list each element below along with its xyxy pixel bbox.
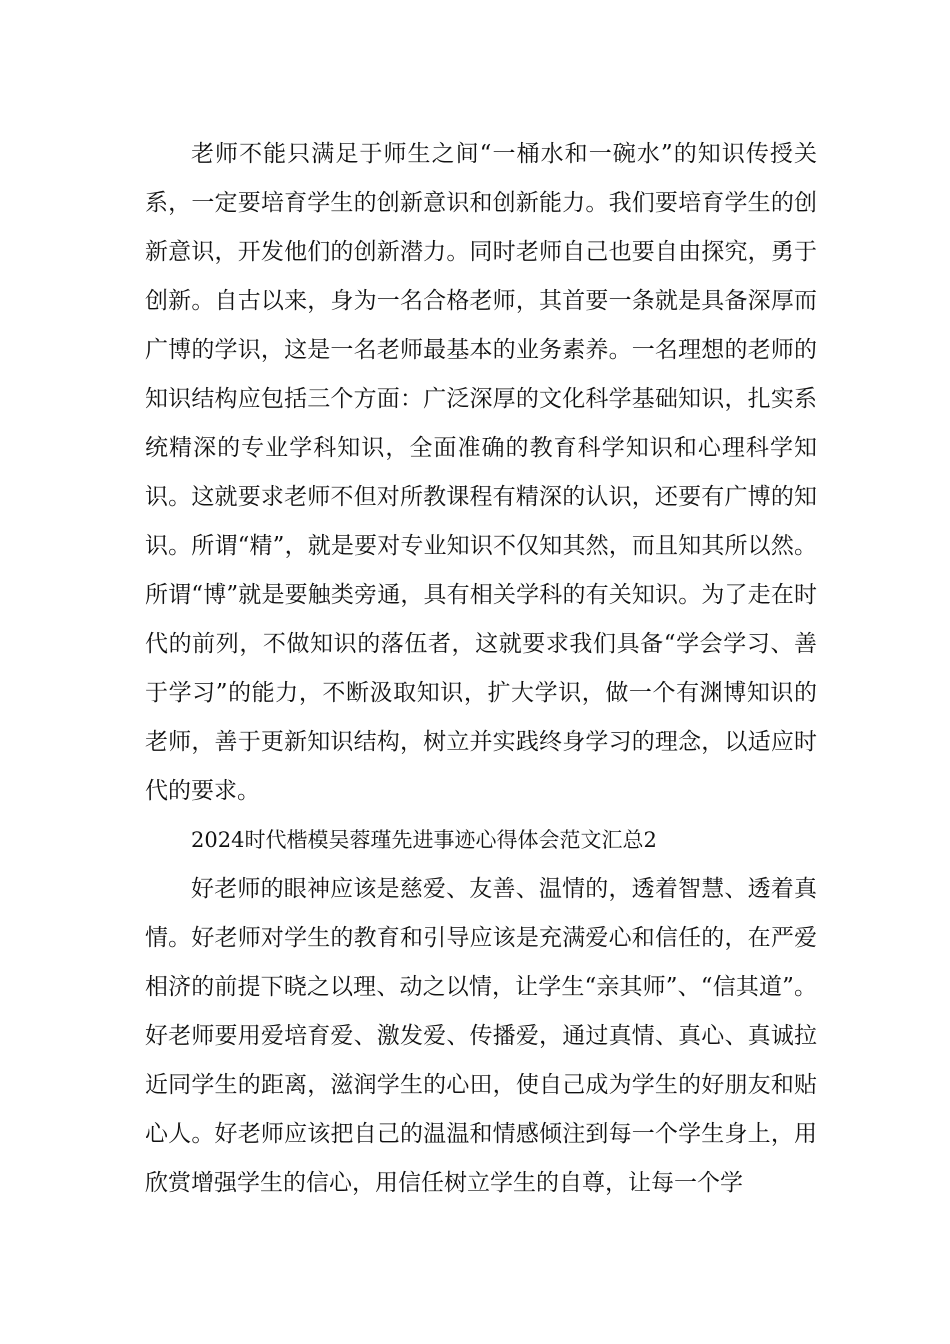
paragraph-2: 好老师的眼神应该是慈爱、友善、温情的，透着智慧、透着真情。好老师对学生的教育和引导应该是充满爱心和信任的，在严爱相济的前提下晓之以理、动之以情，让学生“亲其师”、“信其道”。好老师要用爱培育爱、激发爱、传播爱，通过真情、真心、真诚拉近同学生的距离，滋润学生的心田，使自己成为学生的好朋友和贴心人。好老师应该把自己的温温和情感倾注到每一个学生身上，用欣赏增强学生的信心，用信任树立学生的自尊，让每一个学 [145, 876, 817, 1196]
section-heading: 2024时代楷模吴蓉瑾先进事迹心得体会范文汇总2 [191, 828, 657, 852]
paragraph-1: 老师不能只满足于师生之间“一桶水和一碗水”的知识传授关系，一定要培育学生的创新意识和创新能力。我们要培育学生的创新意识，开发他们的创新潜力。同时老师自己也要自由探究，勇于创新。自古以来，身为一名合格老师，其首要一条就是具备深厚而广博的学识，这是一名老师最基本的业务素养。一名理想的老师的知识结构应包括三个方面：广泛深厚的文化科学基础知识，扎实系统精深的专业学科知识，全面准确的教育科学知识和心理科学知识。这就要求老师不但对所教课程有精深的认识，还要有广博的知识。所谓“精”，就是要对专业知识不仅知其然，而且知其所以然。所谓“博”就是要触类旁通，具有相关学科的有关知识。为了走在时代的前列，不做知识的落伍者，这就要求我们具备“学会学习、善于学习”的能力，不断汲取知识，扩大学识，做一个有渊博知识的老师，善于更新知识结构，树立并实践终身学习的理念，以适应时代的要求。 [145, 141, 817, 804]
document-body [145, 130, 817, 1208]
